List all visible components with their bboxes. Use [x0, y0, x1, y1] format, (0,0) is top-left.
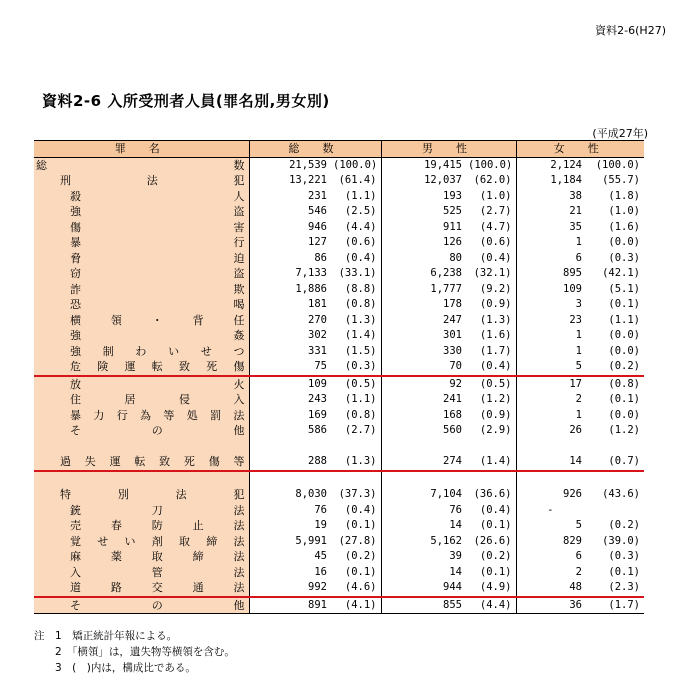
total-count: 992 — [249, 580, 331, 597]
total-share: (0.4) — [331, 251, 381, 267]
table-row — [34, 408, 644, 424]
female-count: 1 — [575, 236, 582, 248]
total-count: 1,886 — [295, 282, 327, 295]
female-share: (0.3) — [608, 550, 640, 562]
female-share: (55.7) — [602, 174, 640, 186]
female-count — [516, 439, 586, 455]
female-share — [586, 471, 644, 488]
male-count: 247 — [443, 313, 462, 326]
header-crime: 罪 名 — [34, 141, 249, 158]
female-share: (0.1) — [608, 565, 640, 578]
male-count: 193 — [443, 189, 462, 202]
male-count: 92 — [449, 377, 462, 390]
male-count: 6,238 — [430, 267, 462, 279]
male-count — [381, 471, 466, 488]
female-share: (1.7) — [586, 597, 644, 614]
crime-name: 麻 薬 取 締 法 — [34, 549, 249, 565]
total-count: 19 — [314, 519, 327, 531]
total-share: (1.4) — [331, 328, 381, 344]
total-share: (0.1) — [331, 518, 381, 534]
male-count: 70 — [381, 359, 466, 376]
female-share: (42.1) — [602, 267, 640, 279]
total-count: 231 — [308, 189, 327, 202]
male-share: (0.4) — [466, 251, 516, 267]
crime-name — [34, 471, 249, 488]
female-share: (1.6) — [608, 220, 640, 233]
female-count: 5 — [516, 359, 586, 376]
table-row — [34, 313, 644, 329]
male-count — [381, 439, 466, 455]
table-row — [34, 392, 644, 408]
female-share: (5.1) — [608, 282, 640, 295]
header-female: 女 性 — [516, 141, 644, 158]
female-count — [516, 471, 586, 488]
table-row — [34, 439, 644, 455]
total-count: 75 — [249, 359, 331, 376]
female-share: (0.7) — [586, 454, 644, 471]
male-count: 911 — [443, 220, 462, 233]
total-count: 946 — [308, 220, 327, 233]
male-count: 301 — [443, 329, 462, 341]
male-count: 39 — [449, 550, 462, 562]
table-row — [34, 376, 644, 393]
note-3: 3 ( )内は，構成比である。 — [34, 662, 196, 674]
male-count: 14 — [449, 565, 462, 578]
male-share: (1.7) — [466, 344, 516, 360]
total-share: (2.7) — [331, 423, 381, 439]
table-row — [34, 297, 644, 313]
male-share: (62.0) — [466, 173, 516, 189]
total-share: (4.1) — [331, 597, 381, 614]
male-share: (0.2) — [466, 549, 516, 565]
total-count: 546 — [308, 205, 327, 217]
total-count: 270 — [308, 313, 327, 326]
table-row — [34, 251, 644, 267]
total-count: 109 — [308, 377, 327, 390]
crime-name: 横 領 ・ 背 任 — [34, 313, 249, 329]
female-count: 17 — [569, 377, 582, 390]
crime-name: 恐 喝 — [34, 297, 249, 313]
crime-name: 傷 害 — [34, 220, 249, 236]
total-count: 288 — [249, 454, 331, 471]
table-row — [34, 503, 644, 519]
year-unit: (平成27年) — [592, 127, 648, 140]
crime-name: 強 盗 — [34, 204, 249, 220]
male-share: (0.1) — [466, 518, 516, 534]
male-count: 7,104 — [430, 488, 462, 500]
female-count: 829 — [563, 534, 582, 547]
total-share: (1.1) — [331, 189, 381, 205]
total-count — [249, 471, 331, 488]
total-share: (2.5) — [331, 204, 381, 220]
male-share: (4.4) — [466, 597, 516, 614]
total-share: (61.4) — [331, 173, 381, 189]
total-share: (37.3) — [331, 487, 381, 503]
total-count: 169 — [308, 408, 327, 421]
table-row — [34, 471, 644, 488]
total-count: 331 — [308, 344, 327, 357]
total-count: 8,030 — [295, 488, 327, 500]
total-count: 45 — [314, 550, 327, 562]
male-share — [466, 439, 516, 455]
total-share: (0.1) — [331, 565, 381, 581]
male-share: (1.0) — [466, 189, 516, 205]
male-share: (2.7) — [466, 204, 516, 220]
female-share: (1.2) — [608, 424, 640, 436]
male-share: (0.5) — [466, 376, 516, 393]
total-share — [331, 471, 381, 488]
table-row — [34, 534, 644, 550]
total-share: (0.3) — [331, 359, 381, 376]
total-share: (8.8) — [331, 282, 381, 298]
female-count: 5 — [575, 519, 582, 531]
crime-name: 危 険 運 転 致 死 傷 — [34, 359, 249, 376]
total-share: (1.5) — [331, 344, 381, 360]
female-share: (0.0) — [608, 344, 640, 357]
total-count: 21,539 — [289, 158, 327, 171]
crime-name: 過 失 運 転 致 死 傷 等 — [34, 454, 249, 471]
total-share: (1.3) — [331, 313, 381, 329]
female-share: (0.0) — [608, 408, 640, 421]
table-row — [34, 157, 644, 173]
female-share: (1.1) — [608, 313, 640, 326]
table-row — [34, 359, 644, 376]
female-share: (2.3) — [586, 580, 644, 597]
total-count: 86 — [314, 251, 327, 264]
table-row — [34, 580, 644, 597]
male-share: (0.4) — [466, 503, 516, 519]
male-share: (0.4) — [466, 359, 516, 376]
male-share: (36.6) — [466, 487, 516, 503]
crime-name: 放 火 — [34, 376, 249, 393]
crime-name — [34, 439, 249, 455]
table-row — [34, 220, 644, 236]
male-share: (1.6) — [466, 328, 516, 344]
table-row — [34, 518, 644, 534]
crime-name: 住 居 侵 入 — [34, 392, 249, 408]
female-share: (1.8) — [608, 189, 640, 202]
crime-name: 刑 法 犯 — [34, 173, 249, 189]
table-row — [34, 344, 644, 360]
total-share: (1.3) — [331, 454, 381, 471]
female-share: (0.8) — [608, 377, 640, 390]
female-count: 38 — [569, 189, 582, 202]
female-share: (0.3) — [608, 251, 640, 264]
total-count: 243 — [308, 393, 327, 405]
table-row — [34, 235, 644, 251]
male-count: 855 — [381, 597, 466, 614]
table-row — [34, 204, 644, 220]
table-row — [34, 565, 644, 581]
female-count: 1 — [575, 408, 582, 421]
female-count: 35 — [569, 220, 582, 233]
female-share — [586, 503, 644, 519]
total-count: 16 — [314, 565, 327, 578]
total-share: (0.4) — [331, 503, 381, 519]
female-count: 2,124 — [550, 158, 582, 171]
male-count: 5,162 — [430, 534, 462, 547]
total-share: (1.1) — [331, 392, 381, 408]
male-share: (100.0) — [466, 157, 516, 173]
female-count: - — [547, 503, 554, 516]
male-count: 14 — [449, 519, 462, 531]
male-count: 560 — [443, 424, 462, 436]
male-count: 126 — [443, 236, 462, 248]
crime-name: 暴 力 行 為 等 処 罰 法 — [34, 408, 249, 424]
male-share — [466, 471, 516, 488]
male-count: 80 — [449, 251, 462, 264]
total-share: (33.1) — [331, 266, 381, 282]
crime-name: 総 数 — [34, 157, 249, 173]
total-count: 181 — [308, 298, 327, 310]
total-count: 891 — [249, 597, 331, 614]
table-row — [34, 423, 644, 439]
male-share: (4.7) — [466, 220, 516, 236]
total-count: 5,991 — [295, 534, 327, 547]
female-count: 895 — [563, 267, 582, 279]
male-count: 944 — [381, 580, 466, 597]
total-share: (0.2) — [331, 549, 381, 565]
crime-name: 銃 刀 法 — [34, 503, 249, 519]
crime-name: そ の 他 — [34, 597, 249, 614]
female-count: 3 — [575, 298, 582, 310]
total-share — [331, 439, 381, 455]
female-count: 6 — [575, 550, 582, 562]
male-count: 525 — [443, 205, 462, 217]
female-share: (100.0) — [595, 158, 640, 171]
crime-name: 窃 盗 — [34, 266, 249, 282]
total-share: (4.4) — [331, 220, 381, 236]
male-count: 178 — [443, 298, 462, 310]
female-count: 109 — [563, 282, 582, 295]
total-share: (0.8) — [331, 408, 381, 424]
male-count: 12,037 — [424, 174, 462, 186]
crime-name: 脅 迫 — [34, 251, 249, 267]
crime-name: 売 春 防 止 法 — [34, 518, 249, 534]
male-share: (2.9) — [466, 423, 516, 439]
table-header — [34, 141, 644, 158]
crime-name: 暴 行 — [34, 235, 249, 251]
table-row — [34, 487, 644, 503]
crime-name: 入 管 法 — [34, 565, 249, 581]
total-count: 586 — [308, 424, 327, 436]
total-share: (4.6) — [331, 580, 381, 597]
female-count: 926 — [563, 488, 582, 500]
female-count: 2 — [575, 565, 582, 578]
female-share — [586, 439, 644, 455]
male-share: (1.4) — [466, 454, 516, 471]
female-count: 48 — [516, 580, 586, 597]
table-row — [34, 173, 644, 189]
note-2: 2 「横領」は，遺失物等横領を含む。 — [34, 646, 235, 658]
header-total: 総 数 — [249, 141, 381, 158]
female-count: 14 — [516, 454, 586, 471]
male-count: 76 — [449, 503, 462, 516]
table-row — [34, 454, 644, 471]
table-row — [34, 282, 644, 298]
female-share: (0.2) — [586, 359, 644, 376]
male-count: 274 — [381, 454, 466, 471]
total-count: 302 — [308, 329, 327, 341]
male-share: (0.1) — [466, 565, 516, 581]
female-share: (43.6) — [602, 488, 640, 500]
female-count: 6 — [575, 251, 582, 264]
female-count: 21 — [569, 205, 582, 217]
male-count: 330 — [443, 344, 462, 357]
crime-name: そ の 他 — [34, 423, 249, 439]
total-share: (100.0) — [331, 157, 381, 173]
female-share: (0.0) — [608, 236, 640, 248]
table-row — [34, 549, 644, 565]
female-count: 1,184 — [550, 174, 582, 186]
table-row — [34, 597, 644, 614]
male-share: (0.6) — [466, 235, 516, 251]
female-count: 23 — [569, 313, 582, 326]
female-share: (0.0) — [608, 329, 640, 341]
crime-name: 殺 人 — [34, 189, 249, 205]
female-count: 2 — [575, 393, 582, 405]
crime-name: 道 路 交 通 法 — [34, 580, 249, 597]
female-share: (0.1) — [608, 298, 640, 310]
female-count: 1 — [575, 344, 582, 357]
crime-name: 特 別 法 犯 — [34, 487, 249, 503]
female-share: (1.0) — [608, 205, 640, 217]
total-share: (0.6) — [331, 235, 381, 251]
table-row — [34, 189, 644, 205]
male-count: 168 — [443, 408, 462, 421]
total-count: 7,133 — [295, 267, 327, 279]
female-share: (0.1) — [608, 393, 640, 405]
inmates-table — [34, 140, 644, 614]
total-share: (0.8) — [331, 297, 381, 313]
total-count: 127 — [308, 236, 327, 248]
male-share: (4.9) — [466, 580, 516, 597]
male-share: (32.1) — [466, 266, 516, 282]
male-share: (9.2) — [466, 282, 516, 298]
total-count: 76 — [314, 503, 327, 516]
crime-name: 強 制 わ い せ つ — [34, 344, 249, 360]
notes — [34, 628, 235, 676]
male-count: 1,777 — [430, 282, 462, 295]
female-count: 26 — [569, 424, 582, 436]
table-row — [34, 328, 644, 344]
male-share: (1.3) — [466, 313, 516, 329]
male-count: 241 — [443, 393, 462, 405]
note-1: 注 1 矯正統計年報による。 — [34, 630, 178, 642]
female-share: (39.0) — [602, 534, 640, 547]
female-count: 36 — [516, 597, 586, 614]
total-share: (0.5) — [331, 376, 381, 393]
table-row — [34, 266, 644, 282]
header-male: 男 性 — [381, 141, 516, 158]
crime-name: 詐 欺 — [34, 282, 249, 298]
crime-name: 強 姦 — [34, 328, 249, 344]
female-share: (0.2) — [608, 519, 640, 531]
male-share: (0.9) — [466, 408, 516, 424]
total-share: (27.8) — [331, 534, 381, 550]
document-reference: 資料2-6(H27) — [595, 24, 666, 37]
male-share: (0.9) — [466, 297, 516, 313]
page-title: 資料2-6 入所受刑者人員(罪名別,男女別) — [42, 92, 330, 110]
crime-name: 覚 せ い 剤 取 締 法 — [34, 534, 249, 550]
male-count: 19,415 — [424, 158, 462, 171]
female-count: 1 — [575, 329, 582, 341]
male-share: (26.6) — [466, 534, 516, 550]
total-count: 13,221 — [289, 174, 327, 186]
male-share: (1.2) — [466, 392, 516, 408]
total-count — [249, 439, 331, 455]
